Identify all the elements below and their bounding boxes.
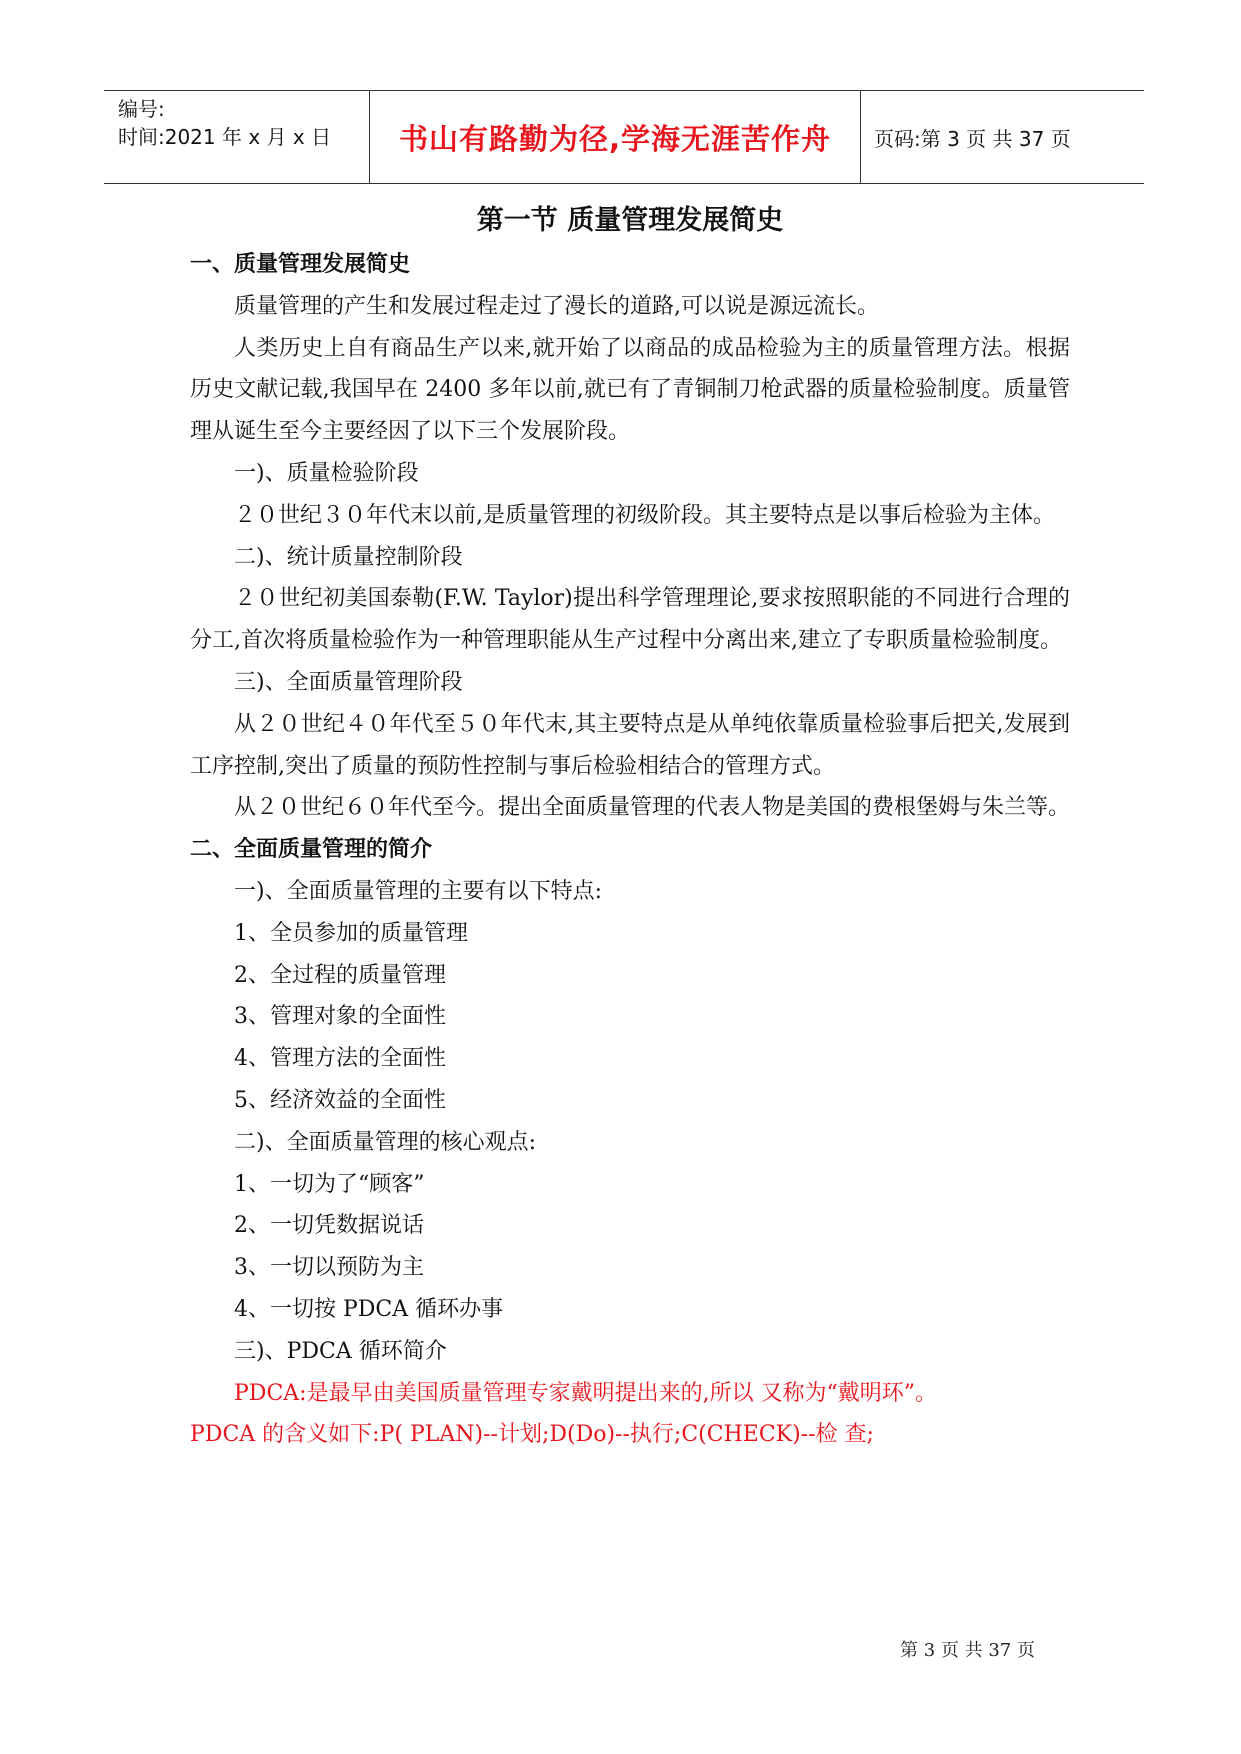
- subheading: 二)、全面质量管理的核心观点:: [234, 1129, 536, 1155]
- paragraph: 人类历史上自有商品生产以来,就开始了以商品的成品检验为主的质量管理方法。根据历史文献记载,我国早在 2400 多年以前,就已有了青铜制刀枪武器的质量检验制度。质量管理从诞生至今主要经因了以下三个发展阶段。: [190, 335, 1070, 445]
- page-footer: 第 3 页 共 37 页: [900, 1640, 1035, 1661]
- header-divider: [860, 91, 861, 183]
- serial-label: 编号:: [118, 97, 165, 121]
- header-meta: [118, 95, 358, 151]
- header-page-label: 页码:第 3 页 共 37 页: [874, 127, 1071, 151]
- list-item: 4、一切按 PDCA 循环办事: [234, 1296, 504, 1322]
- time-label: 时间:2021 年 x 月 x 日: [118, 125, 332, 149]
- list-item: 1、全员参加的质量管理: [234, 920, 468, 946]
- heading-2: 二、全面质量管理的简介: [190, 837, 433, 863]
- document-body: [190, 200, 1070, 1456]
- list-item: 3、管理对象的全面性: [234, 1004, 446, 1030]
- list-item: 1、一切为了“顾客”: [234, 1171, 425, 1197]
- subheading: 一)、全面质量管理的主要有以下特点:: [234, 878, 602, 904]
- paragraph: 从２０世纪６０年代至今。提出全面质量管理的代表人物是美国的费根堡姆与朱兰等。: [234, 795, 1071, 821]
- paragraph: 从２０世纪４０年代至５０年代末,其主要特点是从单纯依靠质量检验事后把关,发展到工序控制,突出了质量的预防性控制与事后检验相结合的管理方式。: [190, 711, 1070, 779]
- list-item: 2、全过程的质量管理: [234, 962, 446, 988]
- list-item: 3、一切以预防为主: [234, 1255, 424, 1281]
- highlighted-paragraph: PDCA:是最早由美国质量管理专家戴明提出来的,所以 又称为“戴明环”。: [234, 1380, 938, 1406]
- subheading: 三)、全面质量管理阶段: [234, 669, 463, 695]
- subheading: 二)、统计质量控制阶段: [234, 544, 463, 570]
- heading-1: 一、质量管理发展简史: [190, 252, 411, 277]
- header-motto: 书山有路勤为径,学海无涯苦作舟: [398, 122, 832, 156]
- highlighted-paragraph: PDCA 的含义如下:P( PLAN)--计划;D(Do)--执行;C(CHECK)--检 查;: [190, 1422, 874, 1448]
- subheading: 一)、质量检验阶段: [234, 460, 419, 486]
- paragraph: 质量管理的产生和发展过程走过了漫长的道路,可以说是源远流长。: [234, 293, 879, 319]
- list-item: 5、经济效益的全面性: [234, 1087, 446, 1113]
- paragraph: ２０世纪初美国泰勒(F.W. Taylor)提出科学管理理论,要求按照职能的不同进行合理的分工,首次将质量检验作为一种管理职能从生产过程中分离出来,建立了专职质量检验制度。: [190, 586, 1070, 654]
- subheading: 三)、PDCA 循环简介: [234, 1338, 447, 1364]
- list-item: 2、一切凭数据说话: [234, 1213, 424, 1239]
- section-title: 第一节 质量管理发展简史: [476, 205, 784, 236]
- paragraph: ２０世纪３０年代末以前,是质量管理的初级阶段。其主要特点是以事后检验为主体。: [234, 502, 1055, 528]
- page-header: [104, 90, 1144, 184]
- list-item: 4、管理方法的全面性: [234, 1046, 446, 1072]
